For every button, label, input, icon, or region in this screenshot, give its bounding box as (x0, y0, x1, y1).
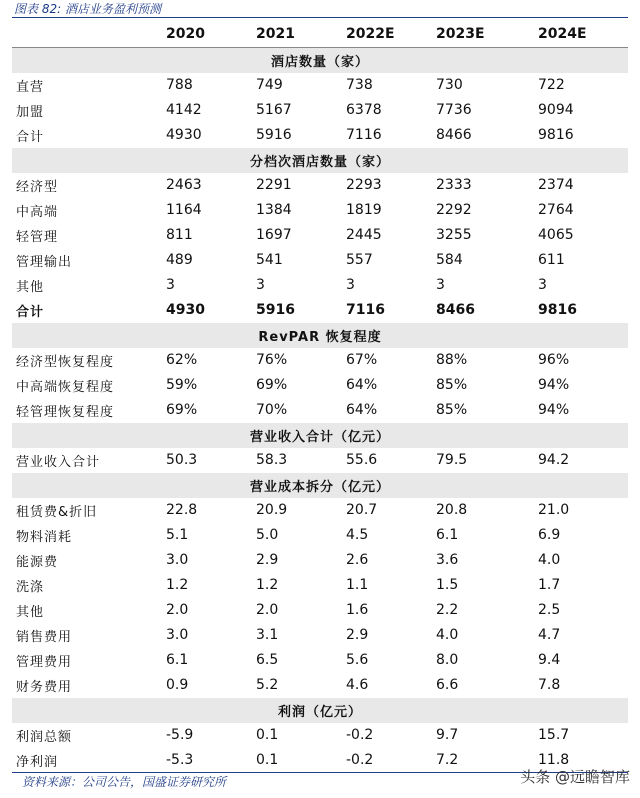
row-label: 合计 (16, 129, 45, 145)
table-cell: 1.5 (436, 577, 459, 593)
header-row (12, 21, 628, 47)
section-header-row (12, 473, 628, 498)
row-label: 销售费用 (16, 629, 73, 645)
table-cell: 4.0 (538, 552, 561, 568)
table-row (12, 73, 628, 98)
table-cell: 94% (538, 377, 570, 393)
column-header (12, 21, 150, 47)
section-title: 营业收入合计（亿元） (12, 423, 628, 448)
table-cell: 79.5 (436, 452, 468, 468)
table-cell: 59% (166, 377, 198, 393)
table-cell: 2445 (346, 227, 382, 243)
row-label: 物料消耗 (16, 529, 73, 545)
table-row (12, 623, 628, 648)
table-cell: 69% (256, 377, 288, 393)
table-cell: 9816 (538, 127, 574, 143)
table-cell: 0.9 (166, 677, 189, 693)
table-cell: 1819 (346, 202, 382, 218)
table-cell: 2293 (346, 177, 382, 193)
table-row (12, 123, 628, 148)
table-cell: 738 (346, 77, 373, 93)
table-row (12, 573, 628, 598)
table-cell: 94.2 (538, 452, 570, 468)
table-cell: 21.0 (538, 502, 570, 518)
table-row (12, 723, 628, 748)
table-cell: 58.3 (256, 452, 288, 468)
table-cell: 6.5 (256, 652, 279, 668)
column-header: 2021 (240, 21, 330, 47)
watermark: 头条 @远瞻智库 (520, 768, 630, 786)
row-label: 中高端 (16, 204, 59, 220)
table-row (12, 273, 628, 298)
table-row (12, 648, 628, 673)
table-cell: 7116 (346, 127, 382, 143)
table-cell: 6.9 (538, 527, 561, 543)
table-cell: 3.0 (166, 552, 189, 568)
table-cell: 2333 (436, 177, 472, 193)
table-cell: 3 (166, 277, 175, 293)
column-header: 2020 (150, 21, 240, 47)
table-cell: 5916 (256, 302, 295, 318)
table-cell: 88% (436, 352, 468, 368)
row-label: 轻管理恢复程度 (16, 404, 115, 420)
table-cell: 15.7 (538, 727, 570, 743)
table-cell: 3.1 (256, 627, 279, 643)
table-cell: 8466 (436, 127, 472, 143)
table-cell: 722 (538, 77, 565, 93)
table-cell: 811 (166, 227, 193, 243)
table-cell: 1384 (256, 202, 292, 218)
source-note: 资料来源：公司公告，国盛证券研究所 (22, 775, 227, 789)
figure-title: 图表 82: 酒店业务盈利预测 (14, 2, 161, 16)
table-cell: 2.6 (346, 552, 369, 568)
table-cell: 2.5 (538, 602, 561, 618)
row-label: 财务费用 (16, 679, 73, 695)
section-title: 利润（亿元） (12, 698, 628, 723)
table-cell: 3 (538, 277, 547, 293)
table-cell: 2.9 (256, 552, 279, 568)
table-cell: 3 (346, 277, 355, 293)
table-cell: 0.1 (256, 727, 279, 743)
table-cell: 2463 (166, 177, 202, 193)
table-cell: 5.1 (166, 527, 189, 543)
table-cell: 20.8 (436, 502, 468, 518)
table-cell: 7736 (436, 102, 472, 118)
table-row (12, 173, 628, 198)
table-cell: 4.7 (538, 627, 561, 643)
row-label: 合计 (16, 304, 45, 320)
table-cell: 85% (436, 377, 468, 393)
column-header: 2024E (522, 21, 628, 47)
table-cell: 489 (166, 252, 193, 268)
table-cell: 1.2 (256, 577, 279, 593)
table-cell: 1.1 (346, 577, 369, 593)
column-header: 2022E (330, 21, 420, 47)
table-cell: 3.6 (436, 552, 459, 568)
table-cell: 788 (166, 77, 193, 93)
table-cell: 50.3 (166, 452, 198, 468)
row-label: 中高端恢复程度 (16, 379, 115, 395)
table-cell: 8.0 (436, 652, 459, 668)
table-cell: 749 (256, 77, 283, 93)
row-label: 营业收入合计 (16, 454, 101, 470)
table-cell: 6.1 (166, 652, 189, 668)
table-cell: 22.8 (166, 502, 198, 518)
table-cell: 3 (256, 277, 265, 293)
table-row (12, 598, 628, 623)
table-cell: -0.2 (346, 752, 374, 768)
table-cell: 4.6 (346, 677, 369, 693)
table-cell: 9094 (538, 102, 574, 118)
column-header: 2023E (420, 21, 522, 47)
table-cell: 3 (436, 277, 445, 293)
row-label: 租赁费&折旧 (16, 504, 98, 520)
table-cell: 2.2 (436, 602, 459, 618)
table-row (12, 348, 628, 373)
table-row (12, 673, 628, 698)
table-cell: 6.1 (436, 527, 459, 543)
table-cell: 85% (436, 402, 468, 418)
section-header-row (12, 47, 628, 73)
table-cell: 3255 (436, 227, 472, 243)
row-label: 能源费 (16, 554, 59, 570)
table-cell: 7116 (346, 302, 385, 318)
table-cell: 2291 (256, 177, 292, 193)
table-cell: 2.0 (256, 602, 279, 618)
table-cell: 2292 (436, 202, 472, 218)
table-cell: 55.6 (346, 452, 378, 468)
section-title: RevPAR 恢复程度 (12, 323, 628, 348)
table-cell: 4930 (166, 302, 205, 318)
table-cell: 11.8 (538, 752, 570, 768)
row-label: 利润总额 (16, 729, 73, 745)
row-label: 净利润 (16, 754, 59, 770)
table-row (12, 298, 628, 323)
table-cell: 2764 (538, 202, 574, 218)
table-cell: 64% (346, 377, 378, 393)
table-cell: 1.2 (166, 577, 189, 593)
table-cell: 64% (346, 402, 378, 418)
section-header-row (12, 423, 628, 448)
table-cell: -5.3 (166, 752, 194, 768)
table-cell: 6.6 (436, 677, 459, 693)
table-cell: 7.8 (538, 677, 561, 693)
section-header-row (12, 323, 628, 348)
table-cell: 0.1 (256, 752, 279, 768)
table-cell: 20.7 (346, 502, 378, 518)
table-row (12, 373, 628, 398)
table-cell: 69% (166, 402, 198, 418)
table-cell: 6378 (346, 102, 382, 118)
table-cell: 1.6 (346, 602, 369, 618)
table-cell: 5916 (256, 127, 292, 143)
row-label: 经济型 (16, 179, 59, 195)
table-row (12, 523, 628, 548)
table-cell: 1697 (256, 227, 292, 243)
title-rule (12, 17, 628, 18)
row-label: 其他 (16, 604, 45, 620)
table-cell: 4930 (166, 127, 202, 143)
table-cell: 5167 (256, 102, 292, 118)
forecast-table (12, 21, 628, 773)
table-cell: 4.5 (346, 527, 369, 543)
table-cell: 541 (256, 252, 283, 268)
table-cell: 2.0 (166, 602, 189, 618)
row-label: 轻管理 (16, 229, 59, 245)
table-cell: 4.0 (436, 627, 459, 643)
table-row (12, 98, 628, 123)
row-label: 加盟 (16, 104, 45, 120)
section-title: 营业成本拆分（亿元） (12, 473, 628, 498)
row-label: 经济型恢复程度 (16, 354, 115, 370)
table-row (12, 448, 628, 473)
table-cell: 9.4 (538, 652, 561, 668)
table-cell: 5.2 (256, 677, 279, 693)
table-cell: 4065 (538, 227, 574, 243)
table-cell: -5.9 (166, 727, 194, 743)
table-row (12, 498, 628, 523)
table-cell: 2.9 (346, 627, 369, 643)
table-cell: 557 (346, 252, 373, 268)
table-cell: 67% (346, 352, 378, 368)
table-cell: 5.0 (256, 527, 279, 543)
table-cell: 611 (538, 252, 565, 268)
section-header-row (12, 148, 628, 173)
table-row (12, 548, 628, 573)
table-cell: 7.2 (436, 752, 459, 768)
table-cell: 1.7 (538, 577, 561, 593)
table-cell: 62% (166, 352, 198, 368)
section-title: 分档次酒店数量（家） (12, 148, 628, 173)
table-cell: 5.6 (346, 652, 369, 668)
table-cell: 70% (256, 402, 288, 418)
table-cell: 9.7 (436, 727, 459, 743)
table-cell: 96% (538, 352, 570, 368)
table-row (12, 223, 628, 248)
table-cell: 76% (256, 352, 288, 368)
table-cell: 94% (538, 402, 570, 418)
table-row (12, 248, 628, 273)
table-cell: 584 (436, 252, 463, 268)
table-cell: 2374 (538, 177, 574, 193)
table-body (12, 47, 628, 773)
row-label: 管理输出 (16, 254, 73, 270)
row-label: 其他 (16, 279, 45, 295)
section-header-row (12, 698, 628, 723)
row-label: 直营 (16, 79, 45, 95)
row-label: 管理费用 (16, 654, 73, 670)
table-cell: 3.0 (166, 627, 189, 643)
table-cell: 1164 (166, 202, 202, 218)
table-cell: 20.9 (256, 502, 288, 518)
table-cell: 9816 (538, 302, 577, 318)
table-row (12, 198, 628, 223)
table-cell: 730 (436, 77, 463, 93)
table-row (12, 398, 628, 423)
section-title: 酒店数量（家） (12, 47, 628, 73)
table-cell: 8466 (436, 302, 475, 318)
table-cell: 4142 (166, 102, 202, 118)
row-label: 洗涤 (16, 579, 45, 595)
table-cell: -0.2 (346, 727, 374, 743)
